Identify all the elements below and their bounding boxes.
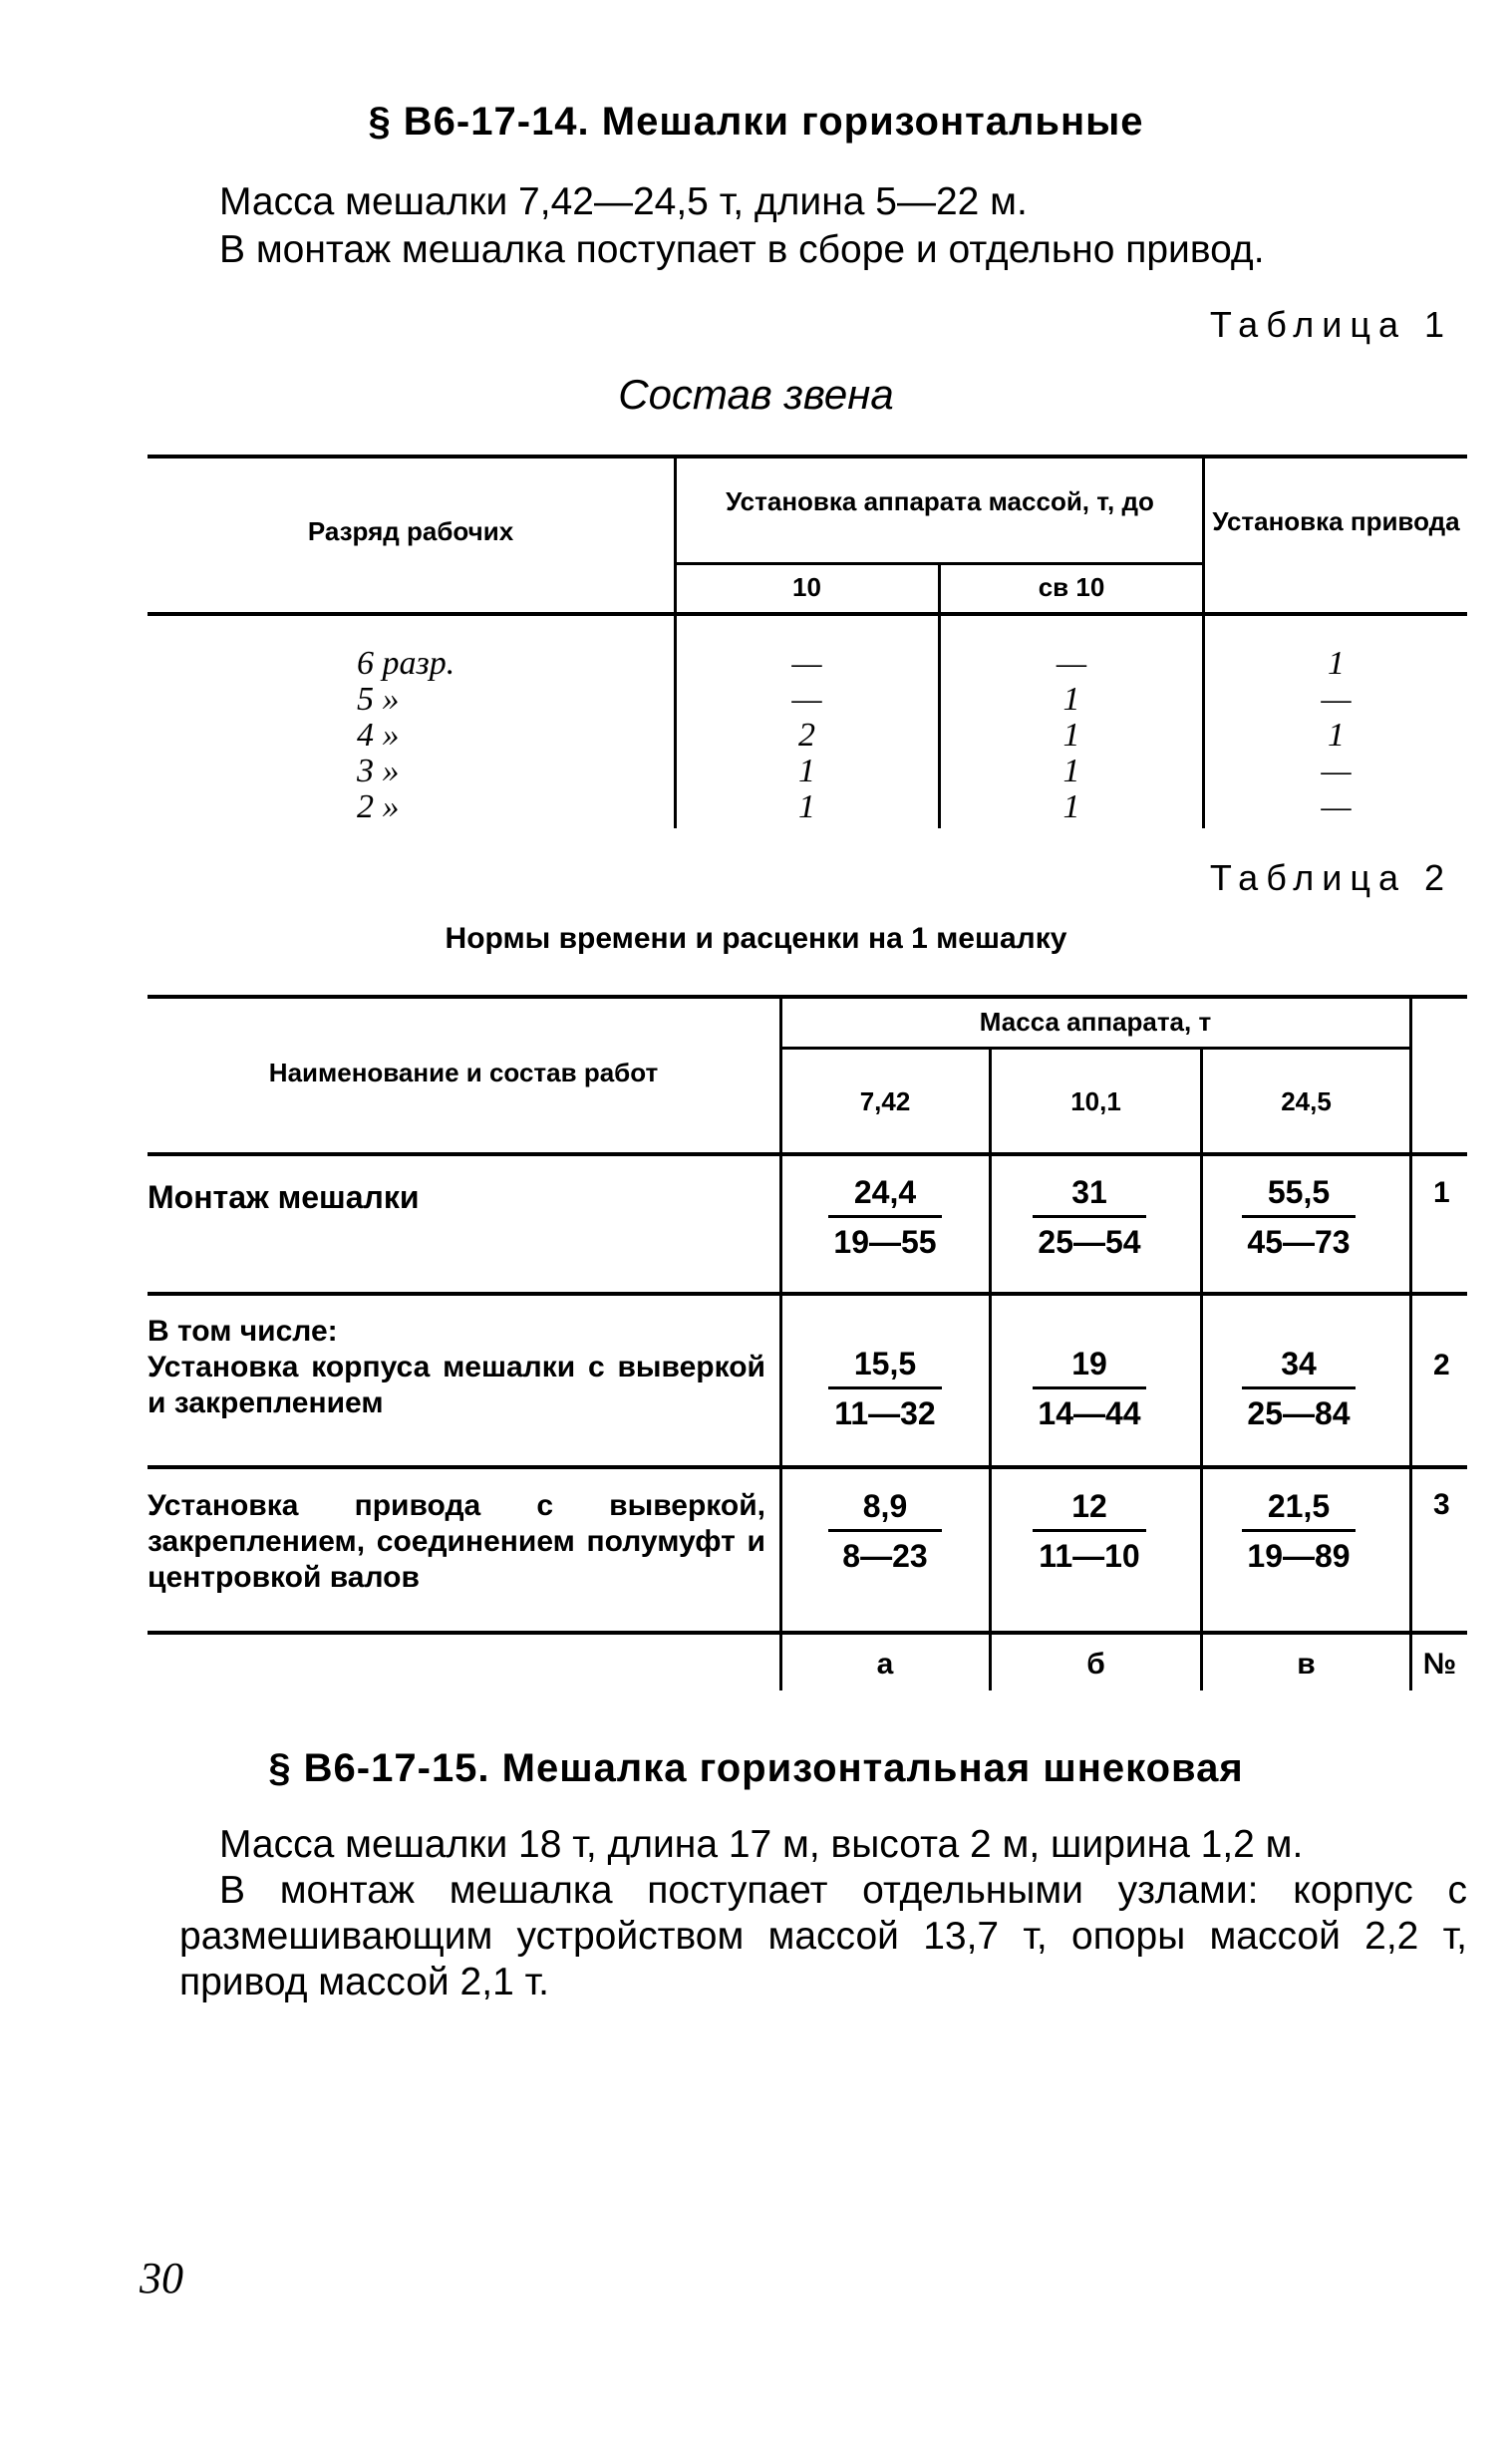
table-caption: Нормы времени и расценки на 1 мешалку [445, 922, 1067, 955]
rate-fraction: $\frac{21,5}{19—89}$ [1234, 1488, 1363, 1575]
row-number: 1 [1433, 1176, 1450, 1209]
col-header-mass: 7,42 [859, 1086, 911, 1116]
table-cell: 1 [1062, 788, 1080, 825]
row-number: 3 [1433, 1488, 1450, 1521]
column-letter: б [1086, 1648, 1105, 1681]
col-header-mass: 10,1 [1070, 1086, 1121, 1116]
col-header-sub: 10 [792, 572, 821, 602]
section-title: § В6-17-14. Мешалки горизонтальные [368, 100, 1144, 144]
rate-fraction: $\frac{12}{11—10}$ [1025, 1488, 1154, 1575]
column-letter: а [876, 1648, 894, 1681]
grade-label: 2 » [357, 788, 400, 825]
rate-fraction: $\frac{55,5}{45—73}$ [1234, 1174, 1363, 1261]
table-cell: 1 [1062, 753, 1080, 789]
rate-fraction: $\frac{15,5}{11—32}$ [820, 1346, 950, 1432]
row-name: Установка привода с выверкой, закреплением, соединением полумуфт и центровкой валов [148, 1489, 765, 1594]
col-header-name: Наименование и состав работ [268, 1058, 659, 1087]
col-header-group: Масса аппарата, т [979, 1007, 1212, 1037]
section-title: § В6-17-15. Мешалка горизонтальная шнековая [268, 1746, 1244, 1790]
page-number: 30 [140, 2254, 183, 2302]
row-name: Монтаж мешалки [148, 1179, 420, 1215]
table-cell: — [1056, 645, 1087, 682]
table-caption: Состав звена [618, 371, 894, 418]
table-cell: 1 [798, 788, 815, 825]
row-number: 2 [1433, 1349, 1450, 1381]
table-cell: 1 [798, 753, 815, 789]
table-cell: 2 [798, 717, 815, 754]
table-cell: — [1321, 788, 1352, 825]
rate-fraction: $\frac{8,9}{8—23}$ [820, 1488, 950, 1575]
table-cell: — [791, 645, 822, 682]
rate-fraction: $\frac{24,4}{19—55}$ [820, 1174, 950, 1261]
col-header-group: Установка аппарата массой, т, до [726, 486, 1154, 516]
table-2 [148, 995, 1467, 1692]
grade-label: 4 » [357, 717, 400, 754]
column-letter: в [1297, 1648, 1316, 1681]
rate-fraction: $\frac{34}{25—84}$ [1234, 1346, 1363, 1432]
table-1 [148, 455, 1467, 833]
table-label: Таблица 2 [1209, 857, 1452, 898]
table-cell: 1 [1328, 717, 1345, 754]
rate-fraction: $\frac{19}{14—44}$ [1025, 1346, 1154, 1432]
col-header-drive: Установка привода [1212, 506, 1460, 536]
table-cell: 1 [1328, 645, 1345, 682]
paragraph-line: В монтаж мешалка поступает в сборе и отдельно привод. [219, 228, 1265, 271]
table-label: Таблица 1 [1209, 304, 1452, 345]
grade-label: 5 » [357, 681, 400, 718]
table-cell: — [1321, 681, 1352, 718]
grade-label: 3 » [357, 753, 400, 789]
col-header-mass: 24,5 [1281, 1086, 1332, 1116]
table-cell: — [791, 681, 822, 718]
row-name: В том числе: Установка корпуса мешалки с выверкой и закреплением [148, 1315, 765, 1419]
rate-fraction: $\frac{31}{25—54}$ [1025, 1174, 1154, 1261]
grade-label: 6 разр. [357, 645, 455, 682]
col-header-sub: св 10 [1038, 572, 1105, 602]
table-cell: 1 [1062, 717, 1080, 754]
col-header-grade: Разряд рабочих [307, 516, 514, 546]
paragraph-line: Масса мешалки 7,42—24,5 т, длина 5—22 м. [219, 180, 1028, 223]
paragraph-line: Масса мешалки 18 т, длина 17 м, высота 2 м, ширина 1,2 м. [219, 1823, 1304, 1866]
number-sign: № [1422, 1648, 1457, 1681]
paragraph: В монтаж мешалка поступает отдельными узлами: корпус с размешивающим устройством массой 13,7 т, опоры массой 2,2 т, привод массой 2,1 т. [179, 1869, 1467, 2003]
table-cell: 1 [1062, 681, 1080, 718]
table-cell: — [1321, 753, 1352, 789]
